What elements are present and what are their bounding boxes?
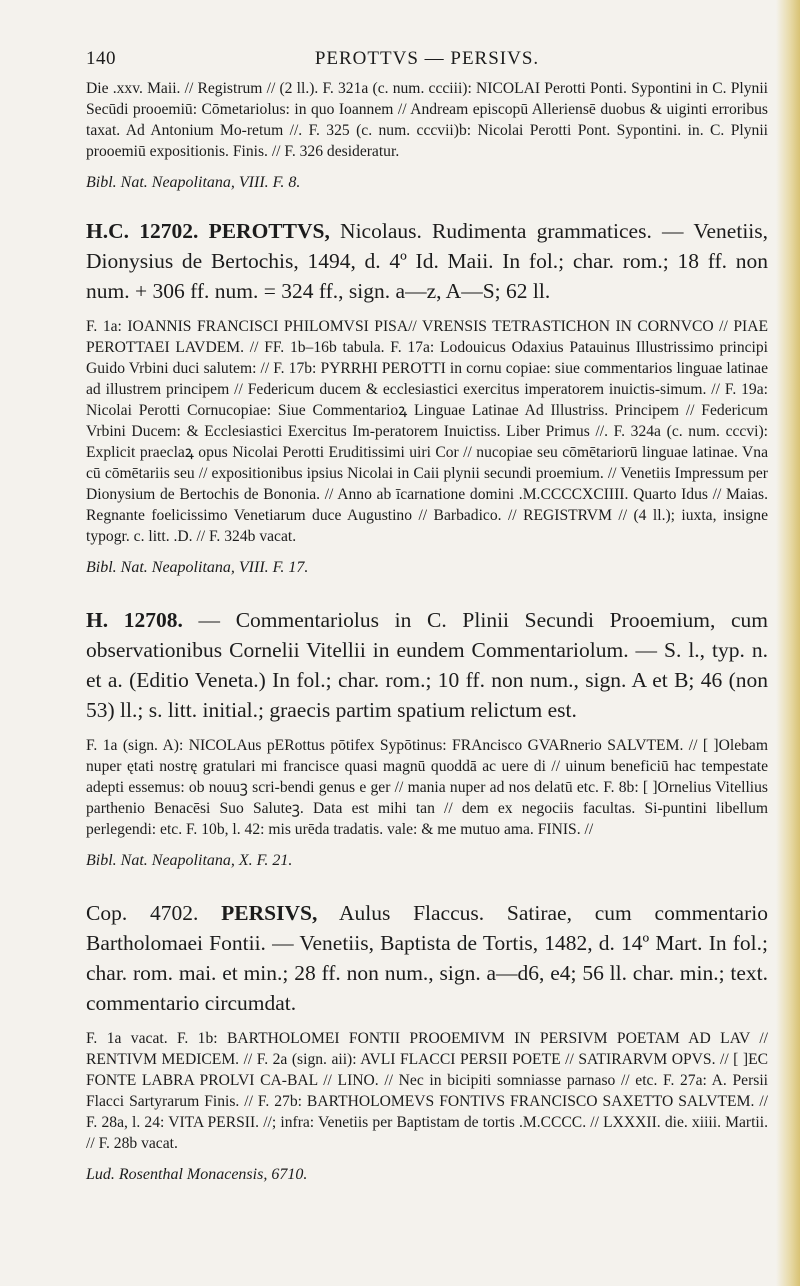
entry-author: PEROTTVS, bbox=[208, 219, 330, 243]
entry-description: Nicolaus. Rudimenta grammatices. — Venetiis, Dionysius de Bertochis, 1494, d. 4º Id. Maii. In fol.; char. rom.; 18 ff. non num. + 306 ff. num. = 324 ff., sign. a—z, A—S; 62 ll. bbox=[86, 219, 769, 303]
entry-cop-4702 bbox=[86, 898, 768, 1186]
entry-label: H. 12708. bbox=[86, 608, 183, 632]
entry-author: PERSIVS, bbox=[221, 901, 318, 925]
library-reference: Bibl. Nat. Neapolitana, VIII. F. 17. bbox=[86, 559, 309, 576]
entry-h-12708 bbox=[86, 605, 768, 872]
running-header bbox=[86, 48, 768, 78]
library-reference: Lud. Rosenthal Monacensis, 6710. bbox=[86, 1166, 308, 1183]
entry-body: Die .xxv. Maii. // Registrum // (2 ll.). F. 321a (c. num. ccciii): NICOLAI Perotti Ponti. Sypontini in C. Plynii Secūdi prooemiū: Cōmetariolus: in quo Ioannem // Andream episcopū Alleriensē duobus & uiginti erroribus taxat. Ad Antonium Mo-retum //. F. 325 (c. num. cccvii)b: Nicolai Perotti Pont. Sypontini. in. C. Plynii prooemiū expositionis. Finis. // F. 326 desideratur. bbox=[86, 80, 768, 160]
entry-heading bbox=[86, 605, 768, 725]
entry-hc-12702 bbox=[86, 216, 768, 579]
entry-label: Cop. 4702. bbox=[86, 901, 199, 925]
entry-body: F. 1a: IOANNIS FRANCISCI PHILOMVSI PISA// VRENSIS TETRASTICHON IN CORNVCO // PIAE PEROTTAEI LAVDEM. // FF. 1b–16b tabula. F. 17a: Lodouicus Odaxius Patauinus Illustrissimo principi Guido Vrbini duci salutem: // F. 17b: PYRRHI PEROTTI in cornu copiae: siue commentarios linguae latinae ad illustrem principem // Federicum ducem & ecclesiastici exercitus imperatorem inuictis-simum. // F. 19a: Nicolai Perotti Cornucopiae: Siue Commentarioꝝ Linguae Latinae Ad Illustriss. Principem // Federicum Vrbini Ducem: & Ecclesiastici Exercitus Im-peratorem Inuictiss. Liber Primus //. F. 324a (c. num. cccvi): Explicit praeclaꝝ opus Nicolai Perotti Eruditissimi uiri Cor // nucopiae seu cōmētariorū linguae latinae. Vna cū cōmētariis seu // expositionibus ipsius Nicolai in Caii plynii secundi proemium. // Venetiis Impressum per Dionysium de Bertochis de Bononia. // Anno ab īcarnatione domini .M.CCCCXCIIII. Quarto Idus // Maias. Regnante foelicissimo Venetiarum duce Augustino // Barbadico. // REGISTRVM // (4 ll.); iuxta, insigne typogr. c. litt. .D. // F. 324b vacat. bbox=[86, 318, 768, 545]
page-edge-stain bbox=[776, 0, 800, 1286]
library-reference: Bibl. Nat. Neapolitana, VIII. F. 8. bbox=[86, 174, 301, 191]
entry-heading bbox=[86, 898, 768, 1018]
entry-body: F. 1a (sign. A): NICOLAus pERottus pōtifex Sypōtinus: FRAncisco GVARnerio SALVTEM. // [ ]Olebam nuper ętati nostrę gratulari mi francisce quasi magnū quoddā ac uere di // uinum beneficiū hac tempestate adepti essemus: ob nouuꝫ scri-bendi genus e ger // mania nuper ad nos delatū etc. F. 8b: [ ]Ornelius Vitellius parthenio Benacēsi Suo Saluteꝫ. Data est mihi tan // dem ex negociis facultas. Si-puntini libellum perlegendi: etc. F. 10b, l. 42: mis urēda tradatis. vale: & me mutuo ama. FINIS. // bbox=[86, 737, 768, 838]
entry-heading bbox=[86, 216, 768, 306]
entry-continuation bbox=[86, 78, 768, 194]
page-number: 140 bbox=[86, 48, 116, 69]
entry-label: H.C. 12702. bbox=[86, 219, 199, 243]
entry-body: F. 1a vacat. F. 1b: BARTHOLOMEI FONTII PROOEMIVM IN PERSIVM POETAM AD LAV // RENTIVM MEDICEM. // F. 2a (sign. aii): AVLI FLACCI PERSII POETE // SATIRARVM OPVS. // [ ]EC FONTE LABRA PROLVI CA-BAL // LINO. // Nec in bicipiti somniasse parnaso // etc. F. 27a: A. Persii Flacci Sartyrarum Finis. // F. 27b: BARTHOLOMEVS FONTIVS FRANCISCO SAXETTO SALVTEM. // F. 28a, l. 24: VITA PERSII. //; infra: Venetiis per Baptistam de tortis .M.CCCC. // LXXXII. die. xiiii. Martii. // F. 28b vacat. bbox=[86, 1030, 768, 1152]
page bbox=[86, 48, 768, 1186]
entry-description: Aulus Flaccus. Satirae, cum commentario Bartholomaei Fontii. — Venetiis, Baptista de Tortis, 1482, d. 14º Mart. In fol.; char. rom. mai. et min.; 28 ff. non num., sign. a—d6, e4; 56 ll. char. min.; text. commentario circumdat. bbox=[86, 901, 768, 1015]
library-reference: Bibl. Nat. Neapolitana, X. F. 21. bbox=[86, 852, 293, 869]
entry-description: — Commentariolus in C. Plinii Secundi Prooemium, cum observationibus Cornelii Vitellii in eundem Commentariolum. — S. l., typ. n. et a. (Editio Veneta.) In fol.; char. rom.; 10 ff. non num., sign. A et B; 46 (non 53) ll.; s. litt. initial.; graecis partim spatium relictum est. bbox=[86, 608, 768, 722]
running-title: PEROTTVS — PERSIVS. bbox=[314, 48, 540, 69]
